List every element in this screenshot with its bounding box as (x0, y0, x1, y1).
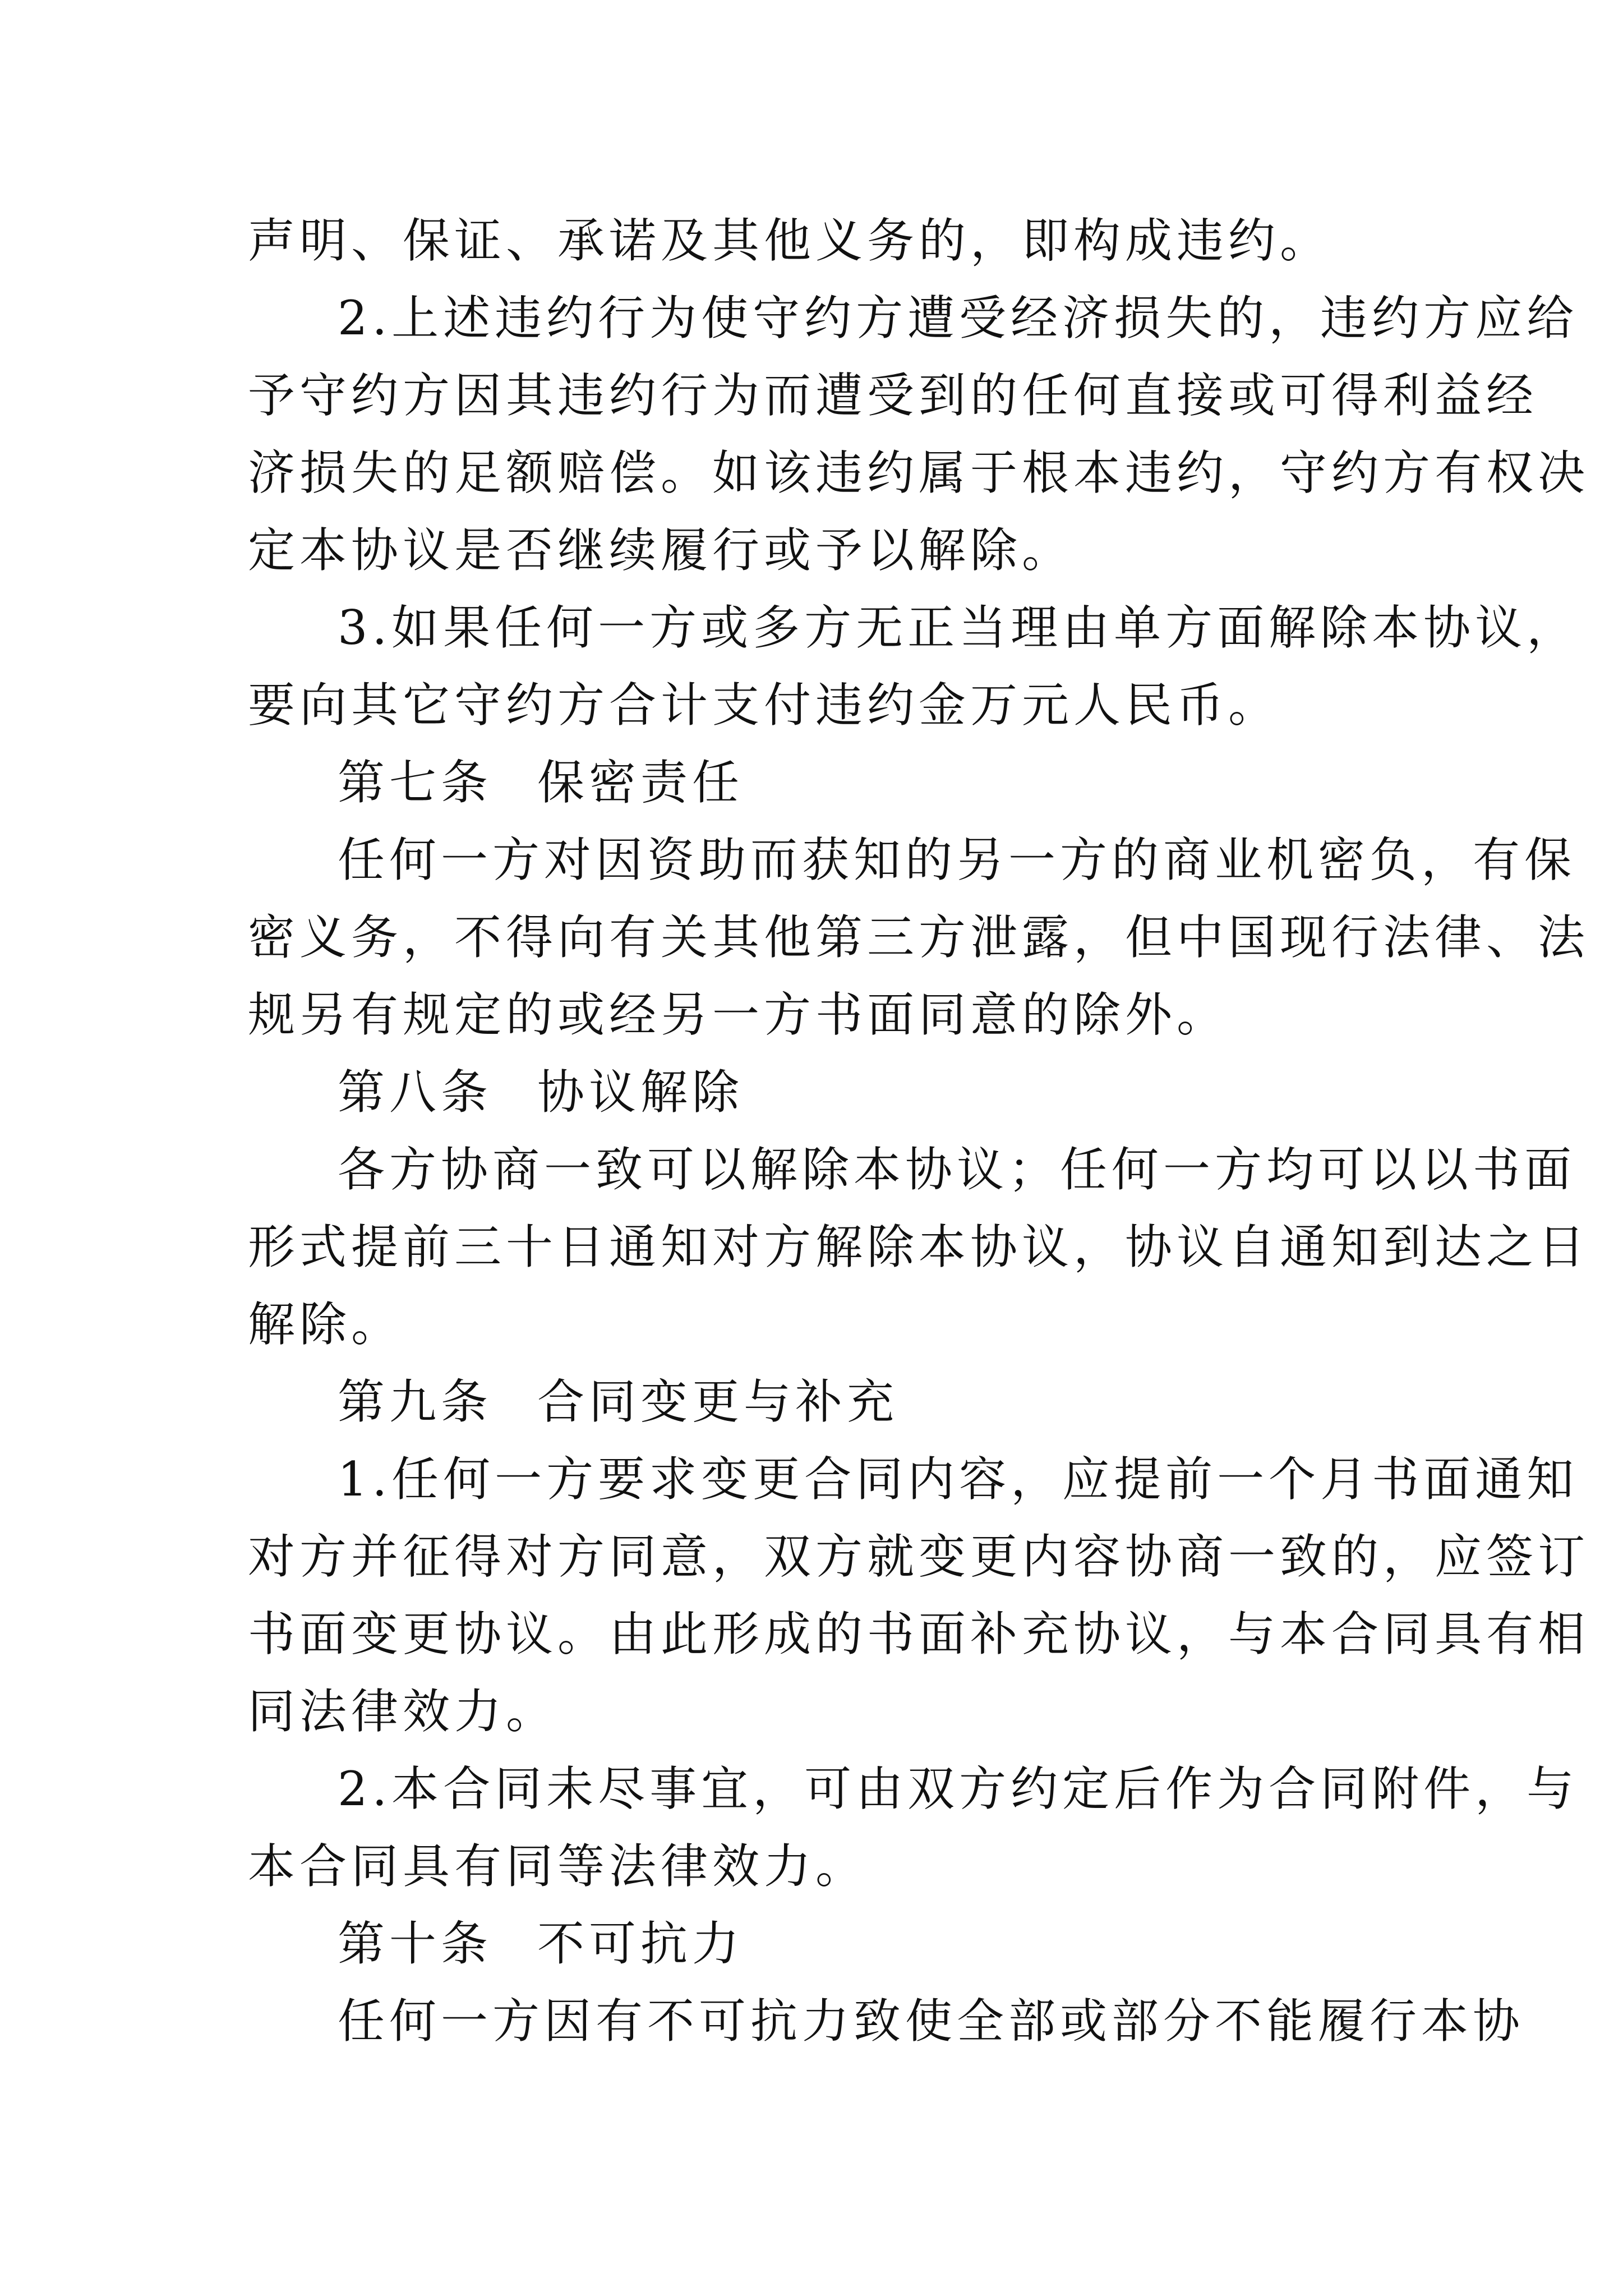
section-title: 合同变更与补充 (537, 1374, 899, 1429)
text-line: 形式提前三十日通知对方解除本协议，协议自通知到达之日 (248, 1220, 1590, 1274)
text-line: 2.上述违约行为使守约方遭受经济损失的，违约方应给 (338, 291, 1579, 346)
section-heading (248, 1905, 1375, 1982)
document-body (248, 202, 1590, 2060)
text-line: 本合同具有同等法律效力。 (248, 1839, 868, 1894)
text-line: 解除。 (248, 1297, 403, 1352)
text-line: 书面变更协议。由此形成的书面补充协议，与本合同具有相 (248, 1607, 1590, 1662)
section-number: 第八条 (338, 1065, 493, 1120)
text-line: 济损失的足额赔偿。如该违约属于根本违约，守约方有权决 (248, 445, 1590, 500)
section-heading (248, 744, 1375, 821)
text-line: 定本协议是否继续履行或予以解除。 (248, 523, 1074, 578)
section-heading (248, 1363, 1375, 1441)
text-line: 2.本合同未尽事宜，可由双方约定后作为合同附件，与 (338, 1761, 1579, 1816)
section-number: 第九条 (338, 1374, 493, 1429)
text-line: 对方并征得对方同意，双方就变更内容协商一致的，应签订 (248, 1529, 1590, 1584)
text-line: 各方协商一致可以解除本协议；任何一方均可以以书面 (338, 1142, 1576, 1197)
section-title: 保密责任 (537, 755, 744, 810)
section-number: 第七条 (338, 755, 493, 810)
text-line: 声明、保证、承诺及其他义务的，即构成违约。 (248, 213, 1332, 268)
text-line: 1.任何一方要求变更合同内容，应提前一个月书面通知 (338, 1452, 1579, 1507)
text-line: 予守约方因其违约行为而遭受到的任何直接或可得利益经 (248, 368, 1538, 423)
text-line: 要向其它守约方合计支付违约金万元人民币。 (248, 678, 1280, 733)
section-number: 第十条 (338, 1916, 493, 1971)
text-line: 3.如果任何一方或多方无正当理由单方面解除本协议， (338, 600, 1579, 655)
text-line: 规另有规定的或经另一方书面同意的除外。 (248, 987, 1229, 1042)
text-line: 同法律效力。 (248, 1684, 558, 1739)
section-heading (248, 1053, 1375, 1131)
section-title: 不可抗力 (537, 1916, 744, 1971)
text-line: 任何一方对因资助而获知的另一方的商业机密负，有保 (338, 832, 1576, 887)
text-line: 密义务，不得向有关其他第三方泄露，但中国现行法律、法 (248, 910, 1590, 965)
text-line: 任何一方因有不可抗力致使全部或部分不能履行本协 (338, 1994, 1525, 2049)
section-title: 协议解除 (537, 1065, 744, 1120)
